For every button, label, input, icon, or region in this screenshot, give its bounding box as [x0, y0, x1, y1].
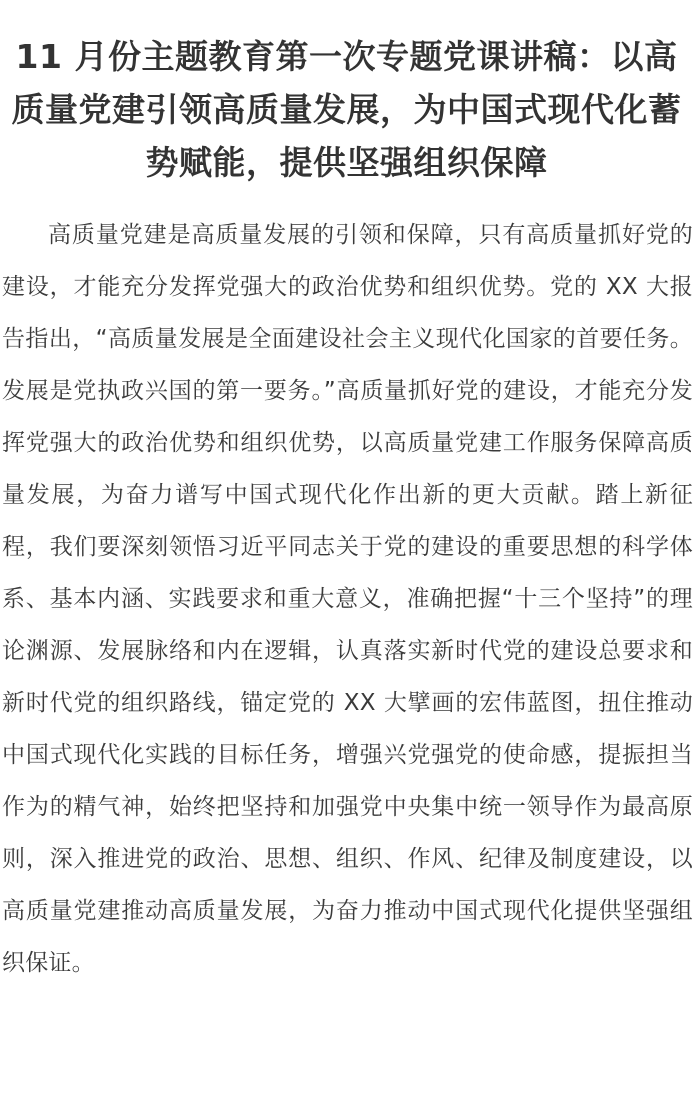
- article-paragraph: 高质量党建是高质量发展的引领和保障，只有高质量抓好党的建设，才能充分发挥党强大的政治优势和组织优势。党的 XX 大报告指出，“高质量发展是全面建设社会主义现代化国家的首要任务。发展是党执政兴国的第一要务。”高质量抓好党的建设，才能充分发挥党强大的政治优势和组织优势，以高质量党建工作服务保障高质量发展，为奋力谱写中国式现代化作出新的更大贡献。踏上新征程，我们要深刻领悟习近平同志关于党的建设的重要思想的科学体系、基本内涵、实践要求和重大意义，准确把握“十三个坚持”的理论渊源、发展脉络和内在逻辑，认真落实新时代党的建设总要求和新时代党的组织路线，锚定党的 XX 大擘画的宏伟蓝图，扭住推动中国式现代化实践的目标任务，增强兴党强党的使命感，提振担当作为的精气神，始终把坚持和加强党中央集中统一领导作为最高原则，深入推进党的政治、思想、组织、作风、纪律及制度建设，以高质量党建推动高质量发展，为奋力推动中国式现代化提供坚强组织保证。: [2, 222, 693, 976]
- article-title: 11 月份主题教育第一次专题党课讲稿：以高质量党建引领高质量发展，为中国式现代化蓄势赋能，提供坚强组织保障: [11, 37, 682, 182]
